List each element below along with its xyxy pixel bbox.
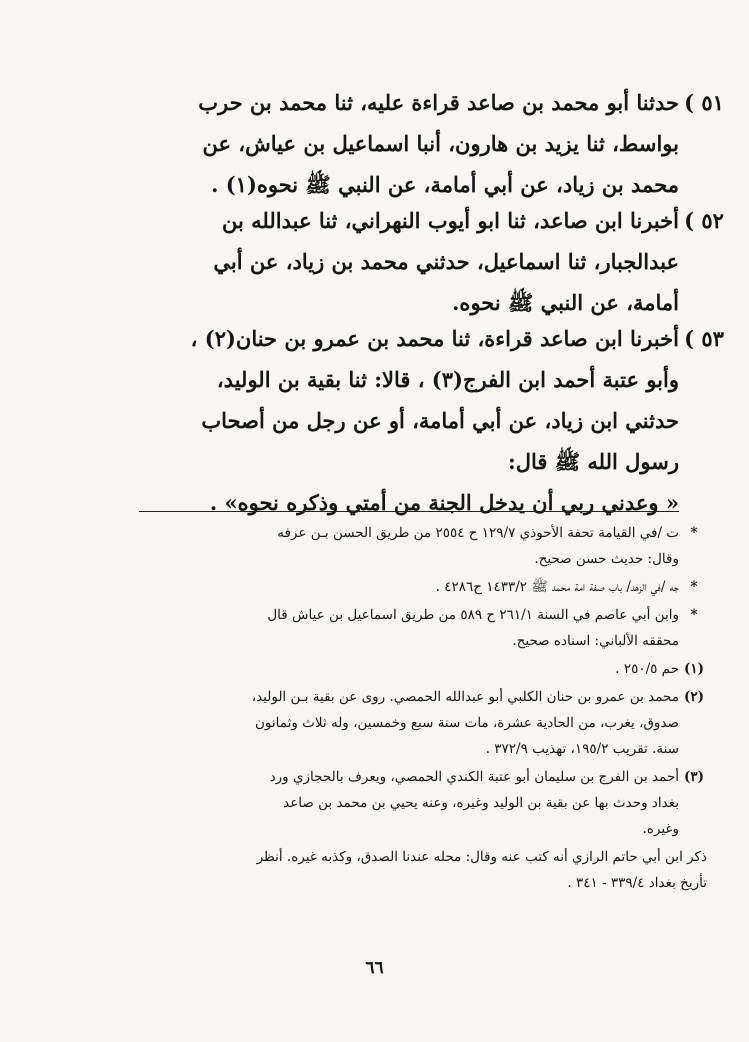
footnote-line: ذكر ابن أبي حاتم الرازي أنه كتب عنه وقال: محله عندنا الصدق، وكذبه غيره. أنظر [256, 849, 707, 865]
footnote [67, 764, 707, 842]
footnote [67, 520, 707, 572]
footnote [67, 602, 707, 654]
hadith-number: ٥٣ ) [684, 326, 724, 351]
footnote-line: وابن أبي عاصم في السنة ٢٦١/١ ح ٥٨٩ من طريق اسماعيل بن عياش قال [267, 607, 679, 623]
footnote [67, 574, 707, 600]
footnotes [67, 520, 707, 898]
footnote-line: سنة. تقريب ١٩٥/٢، تهذيب ٣٧٢/٩ . [485, 741, 679, 757]
footnote-line: ت /في القيامة تحفة الأحوذي ١٢٩/٧ ح ٢٥٥٤ من طريق الحسن بـن عرفه [277, 525, 679, 541]
hadith-line: رسول الله ﷺ قال: [507, 449, 679, 474]
footnote-line: وقال: حديث حسن صحيح. [534, 551, 679, 567]
page-number: ٦٦ [365, 958, 384, 978]
hadith-line: أخبرنا ابن صاعد قراءة، ثنا محمد بن عمرو بن حنان(٢) ، [190, 326, 679, 351]
footnote-marker: * [690, 607, 698, 623]
text-underline-divider [139, 511, 679, 512]
hadith-line: أخبرنا ابن صاعد، ثنا ابو أيوب النهراني، ثنا عبدالله بن [222, 208, 679, 233]
footnote-line: وغيره. [642, 821, 679, 837]
footnote-line: تأريخ بغداد ٣٣٩/٤ - ٣٤١ . [567, 875, 707, 891]
footnote [67, 844, 707, 896]
footnote-line: بغداد وحدث بها عن بقية بن الوليد وغيره، وعنه يحيي بن محمد بن صاعد [283, 795, 679, 811]
footnote-line: محمد بن عمرو بن حنان الكلبي أبو عبدالله الحمصي. روى عن بقية بـن الوليد، [251, 689, 679, 705]
hadith-52 [99, 200, 724, 323]
hadith-line: حدثنا أبو محمد بن صاعد قراءة عليه، ثنا محمد بن حرب [198, 90, 679, 115]
hadith-number: ٥١ ) [684, 90, 724, 115]
hadith-51 [99, 82, 724, 205]
hadith-line: محمد بن زياد، عن أبي أمامة، عن النبي ﷺ نحوه(١) . [211, 172, 679, 197]
footnote-line: جه /في الزهد/ باب صفة امة محمد ﷺ ١٤٣٣/٢ ح٤٢٨٦ . [435, 579, 679, 595]
hadith-53 [99, 318, 724, 523]
footnote-line: أحمد بن الفرج بن سليمان أبو عتبة الكندي الحمصي، ويعرف بالحجازي ورد [269, 769, 679, 785]
hadith-line: بواسط، ثنا يزيد بن هارون، أنبا اسماعيل بن عياش، عن [202, 131, 679, 156]
hadith-line: « وعدني ربي أن يدخل الجنة من أمتي وذكره نحوه» . [209, 490, 679, 515]
hadith-line: عبدالجبار، ثنا اسماعيل، حدثني محمد بن زياد، عن أبي [213, 249, 679, 274]
footnote-marker: (١) [683, 661, 705, 677]
footnote-marker: * [690, 525, 698, 541]
hadith-line: وأبو عتبة أحمد ابن الفرج(٣) ، قالا: ثنا بقية بن الوليد، [216, 367, 679, 392]
footnote-line: محققه الألباني: اسناده صحيح. [512, 633, 679, 649]
hadith-line: أمامة، عن النبي ﷺ نحوه. [452, 290, 679, 315]
footnote [67, 684, 707, 762]
footnote [67, 656, 707, 682]
footnote-marker: (٣) [683, 769, 705, 785]
hadith-number: ٥٢ ) [684, 208, 724, 233]
hadith-line: حدثني ابن زياد، عن أبي أمامة، أو عن رجل من أصحاب [201, 408, 679, 433]
footnote-line: صدوق، يغرب، من الحادية عشرة، مات سنة سبع وخمسين، وله ثلاث وثمانون [255, 715, 679, 731]
footnote-line: حم ٢٥٠/٥ . [615, 661, 679, 677]
footnote-marker: * [690, 579, 698, 595]
footnote-marker: (٢) [683, 689, 705, 705]
